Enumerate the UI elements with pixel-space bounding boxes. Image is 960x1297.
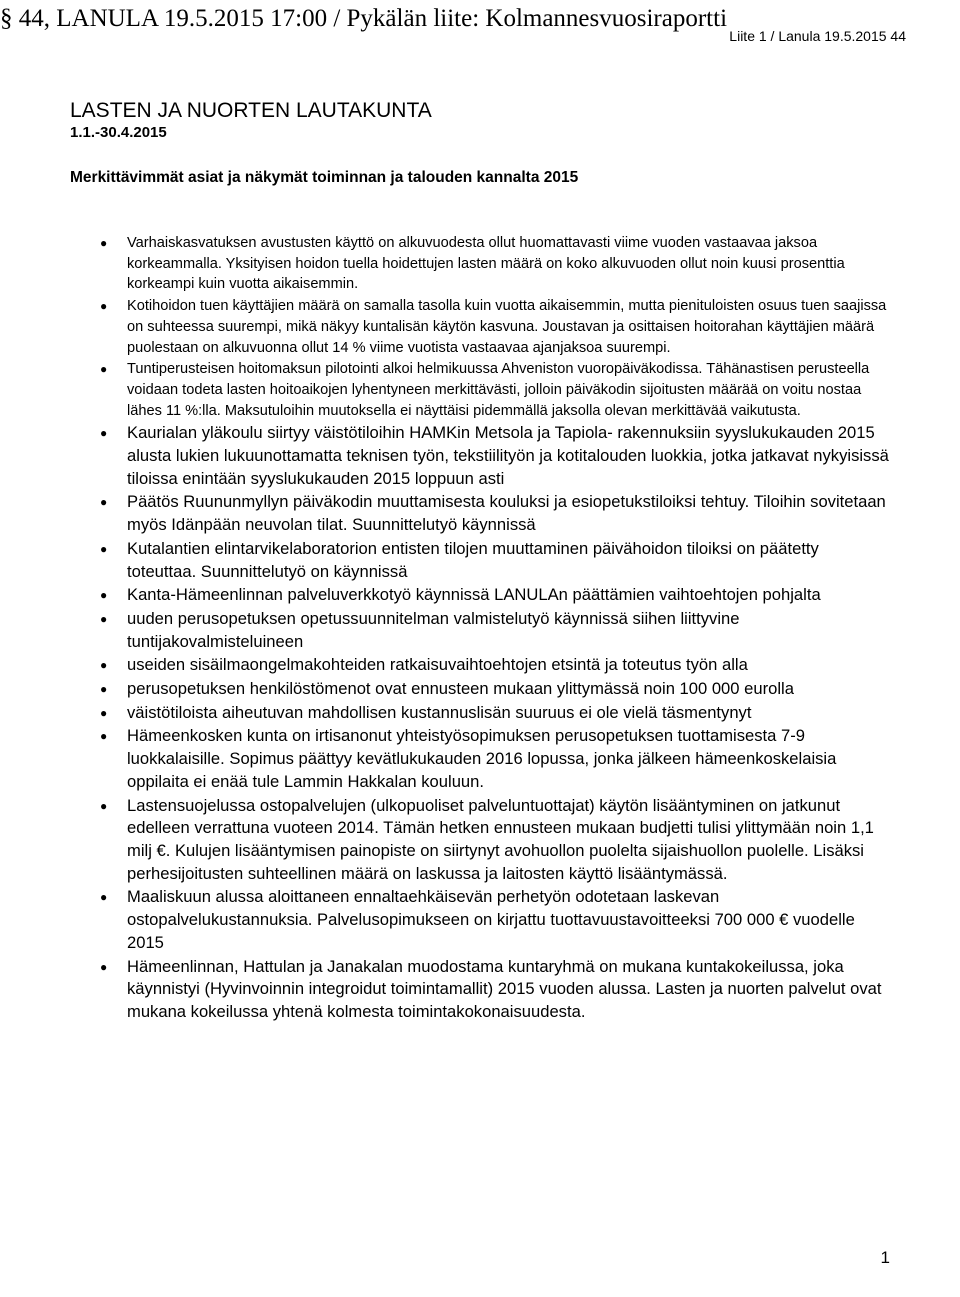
bullet-icon: ● [100,729,108,744]
bullet-icon: ● [100,299,108,314]
list-item-text: perusopetuksen henkilöstömenot ovat ennusteen mukaan ylittymässä noin 100 000 eurolla [127,679,794,699]
list-item-text: Päätös Ruununmyllyn päiväkodin muuttamisesta kouluksi ja esiopetukstiloiksi tehtuy. Tiloihin sovitetaan myös Idänpään neuvolan tilat. Suunnittelutyö käynnissä [127,492,886,535]
list-item [70,608,890,653]
list-item-text: Kanta-Hämeenlinnan palveluverkkotyö käynnissä LANULAn päättämien vaihtoehtojen pohjalta [127,585,821,605]
list-item-text: Hämeenlinnan, Hattulan ja Janakalan muodostama kuntaryhmä on mukana kuntakokeilussa, joka käynnistyi (Hyvinvoinnin integroidut toimintamallit) 2015 vuoden alussa. Lasten ja nuorten palvelut ovat mukana kokeilussa yhtenä kolmesta toimintakokonaisuudesta. [127,956,882,1021]
bullet-icon: ● [100,798,108,813]
list-item [70,538,890,583]
list-item [70,422,890,490]
list-item-text: Maaliskuun alussa aloittaneen ennaltaehkäisevän perhetyön odotetaan laskevan ostopalvelukustannuksia. Palvelusopimukseen on kirjattu tuottavuustavoitteeksi 700 000 € vuodelle 2015 [127,887,855,952]
list-item-text: Varhaiskasvatuksen avustusten käyttö on alkuvuodesta ollut huomattavasti viime vuoden vastaavaa jaksoa korkeammalla. Yksityisen hoidon tuella hoidettujen lasten määrä on koko alkuvuoden ollut noin kuusi prosenttia korkeampi kuin vuotta aikaisemmin. [127,235,845,293]
list-item-text: Kotihoidon tuen käyttäjien määrä on samalla tasolla kuin vuotta aikaisemmin, mutta pienituloisten osuus tuen saajissa on suhteessa suurempi, mikä näkyy kuntalisän käytön kasvuna. Joustavan ja osittaisen hoitorahan käyttäjien määrä puolestaan on alkuvuonna ollut 14 % viime vuotista vastaavaa ajanjaksoa suurempi. [127,298,887,356]
list-item-text: Hämeenkosken kunta on irtisanonut yhteistyösopimuksen perusopetuksen tuottamisesta 7-9 luokkalaisille. Sopimus päättyy kevätlukukauden 2016 lopussa, jonka jälkeen hämeenkoskelaisia oppilaita ei enää tule Lammin Hakkalan kouluun. [127,726,837,791]
list-item [70,886,890,954]
bullet-icon: ● [100,705,108,720]
summary-list [70,233,890,1025]
list-item [70,725,890,793]
bullet-icon: ● [100,426,108,441]
bullet-icon: ● [100,959,108,974]
bullet-icon: ● [100,495,108,510]
reporting-period: 1.1.-30.4.2015 [70,124,167,141]
list-item [70,678,890,701]
list-item [70,233,890,295]
list-item [70,702,890,725]
bullet-icon: ● [100,541,108,556]
bullet-icon: ● [100,236,108,250]
committee-title: LASTEN JA NUORTEN LAUTAKUNTA [70,99,432,122]
list-item-text: Lastensuojelussa ostopalvelujen (ulkopuoliset palveluntuottajat) käytön lisääntyminen on jatkunut edelleen verrattuna vuoteen 2014. Tämän hetken ennusteen mukaan budjetti tulisi ylittymään noin 1,1 milj €. Kulujen lisääntymisen painopiste on siirtynyt avohuollon puolelta sijaishuollon puolelle. Lisäksi perhesijoitusten suhteellinen määrä on laskussa ja laitosten käyttö lisääntymässä. [127,795,874,883]
list-item [70,795,890,886]
list-item [70,491,890,536]
list-item-text: Tuntiperusteisen hoitomaksun pilotointi alkoi helmikuussa Ahveniston vuoropäiväkodissa. Tähänastisen perusteella voidaan todeta lasten hoitoaikojen lyhentyneen merkittävästi, jolloin päiväkodin sijoitusten määrää on voitu nostaa lähes 11 %:lla. Maksutuloihin muutoksella ei näyttäisi pidemmällä jaksolla olevan merkittävää vaikutusta. [127,361,870,419]
list-item [70,956,890,1024]
list-item-text: Kutalantien elintarvikelaboratorion entisten tilojen muuttaminen päivähoidon tiloiksi on päätetty toteuttaa. Suunnittelutyö on käynnissä [127,538,819,581]
bullet-icon: ● [100,890,108,905]
attachment-reference: Liite 1 / Lanula 19.5.2015 44 [729,28,906,44]
bullet-icon: ● [100,588,108,603]
document-header: § 44, LANULA 19.5.2015 17:00 / Pykälän liite: Kolmannesvuosiraportti [0,5,728,32]
list-item [70,584,890,607]
list-item-text: Kaurialan yläkoulu siirtyy väistötiloihin HAMKin Metsola ja Tapiola- rakennuksiin syyslukukauden 2015 alusta lukien lukuunottamatta teknisen työn, tekstiilityön ja kotitalouden luokkia, jotka jatkavat nykyisissä tiloissa enintään syyslukukauden 2015 loppuun asti [127,423,889,488]
list-item [70,296,890,358]
bullet-icon: ● [100,682,108,697]
list-item [70,654,890,677]
list-item-text: useiden sisäilmaongelmakohteiden ratkaisuvaihtoehtojen etsintä ja toteutus työn alla [127,655,748,675]
bullet-icon: ● [100,362,108,377]
list-item [70,359,890,421]
list-item-text: väistötiloista aiheutuvan mahdollisen kustannuslisän suuruus ei ole vielä täsmentynyt [127,702,752,722]
bullet-icon: ● [100,611,108,626]
section-heading: Merkittävimmät asiat ja näkymät toiminnan ja talouden kannalta 2015 [70,169,579,186]
page-number: 1 [880,1248,890,1267]
list-item-text: uuden perusopetuksen opetussuunnitelman valmistelutyö käynnissä siihen liittyvine tuntijakovalmisteluineen [127,608,740,651]
bullet-icon: ● [100,658,108,673]
